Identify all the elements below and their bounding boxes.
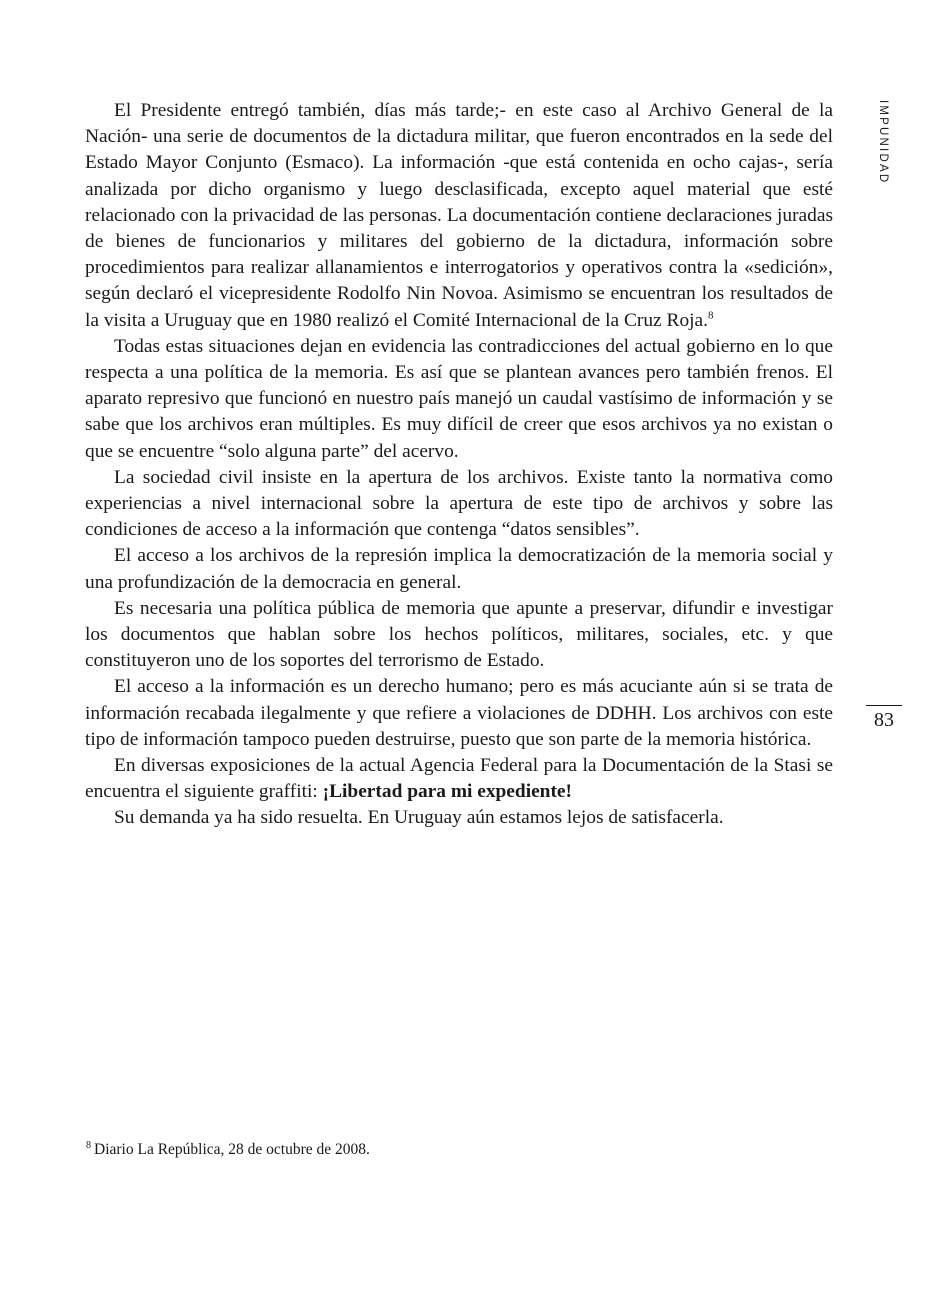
paragraph: El Presidente entregó también, días más tarde;- en este caso al Archivo General de la Nación- una serie de documentos de la dictadura militar, que fueron encontrados en la sede del Estado Mayor Conjunto (Esmaco). La información -que está contenida en ocho cajas-, sería analizada por dicho organismo y luego desclasificada, excepto aquel material que esté relacionado con la privacidad de las personas. La documentación contiene declaraciones juradas de bienes de funcionarios y militares del gobierno de la dictadura, información sobre procedimientos para realizar allanamientos e interrogatorios y operativos contra la «sedición», según declaró el vicepresidente Rodolfo Nin Novoa. Asimismo se encuentran los resultados de la visita a Uruguay que en 1980 realizó el Comité Internacional de la Cruz Roja.$^8$ xyxy=(85,100,833,331)
footnote-reference: 8 xyxy=(707,309,714,322)
paragraph: El acceso a la información es un derecho humano; pero es más acuciante aún si se trata de información recabada ilegalmente y que refiere a violaciones de DDHH. Los archivos con este tipo de información tampoco pueden destruirse, puesto que son parte de la memoria histórica. xyxy=(85,676,833,750)
paragraph: Es necesaria una política pública de memoria que apunte a preservar, difundir e investigar los documentos que hablan sobre los hechos políticos, militares, sociales, etc. y que constituyeron uno de los soportes del terrorismo de Estado. xyxy=(85,597,833,672)
paragraph: Su demanda ya ha sido resuelta. En Uruguay aún estamos lejos de satisfacerla. xyxy=(114,807,724,829)
running-head: IMPUNIDAD xyxy=(877,100,889,185)
page-number: 83 xyxy=(874,709,894,731)
footnote-number: 8 xyxy=(86,1139,91,1151)
footnote-text: Diario La República, 28 de octubre de 2008. xyxy=(94,1141,370,1158)
paragraph: Todas estas situaciones dejan en evidencia las contradicciones del actual gobierno en lo que respecta a una política de la memoria. Es así que se plantean avances pero también frenos. El aparato represivo que funcionó en nuestro país manejó un caudal vastísimo de información y se sabe que los archivos eran múltiples. Es muy difícil de creer que esos archivos ya no existan o que se encuentre “solo alguna parte” del acervo. xyxy=(85,335,833,462)
body-text xyxy=(85,98,833,832)
paragraph: En diversas exposiciones de la actual Agencia Federal para la Documentación de la Stasi se encuentra el siguiente graffiti: ¡Libertad para mi expediente! xyxy=(85,755,833,803)
paragraph: El acceso a los archivos de la represión implica la democratización de la memoria social y una profundización de la democracia en general. xyxy=(85,545,833,593)
page-number-rule xyxy=(866,705,902,706)
bold-quote: ¡Libertad para mi expediente! xyxy=(322,781,572,803)
footnote xyxy=(86,1140,786,1160)
paragraph: La sociedad civil insiste en la apertura de los archivos. Existe tanto la normativa como experiencias a nivel internacional sobre la apertura de este tipo de archivos y sobre las condiciones de acceso a la información que contenga “datos sensibles”. xyxy=(85,466,833,541)
